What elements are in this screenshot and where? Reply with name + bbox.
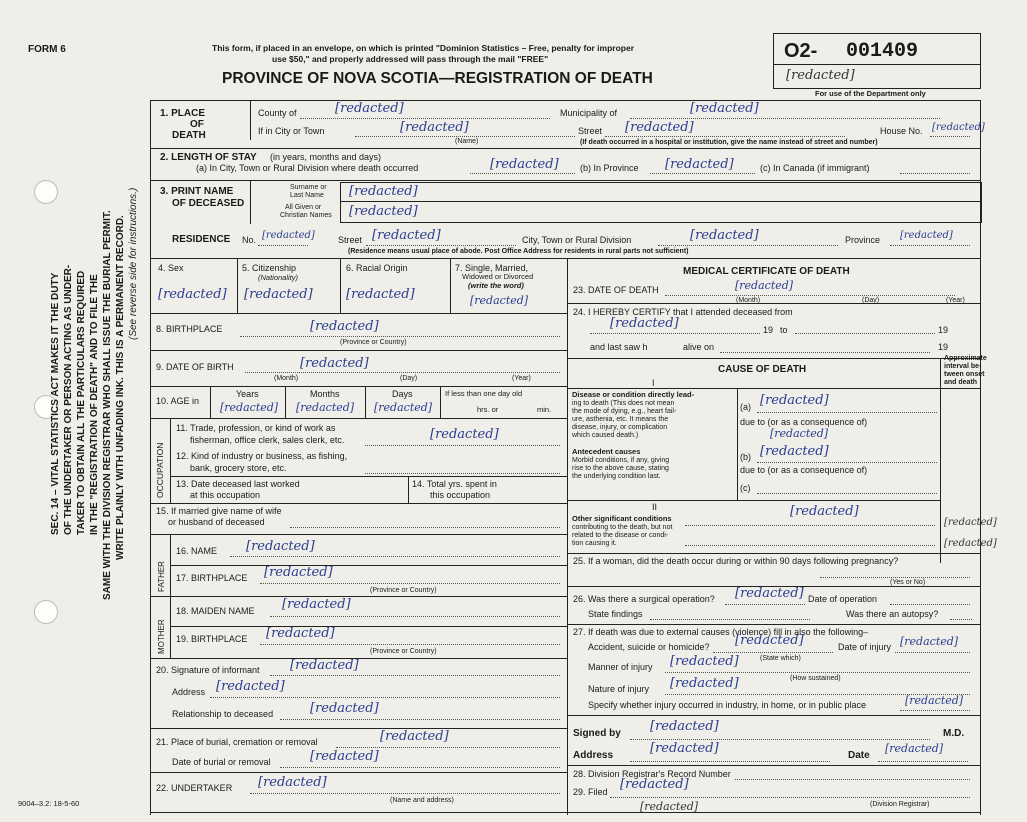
mail-notice: This form, if placed in an envelope, on which is printed "Dominion Statistics – Free, penalty for improper — [212, 43, 635, 53]
nature-of-injury-field[interactable]: [redacted] — [670, 676, 739, 691]
mother-maiden-name-field[interactable]: [redacted] — [282, 597, 351, 612]
antecedent-desc: the underlying condition last. — [572, 473, 661, 480]
punch-hole — [34, 600, 58, 624]
marital-status-label: 7. Single, Married, — [455, 263, 529, 273]
trade-label: 11. Trade, profession, or kind of work as — [176, 423, 336, 433]
cause-c-label: (c) — [740, 483, 751, 493]
md-label: M.D. — [943, 728, 965, 739]
disease-label: Disease or condition directly lead- — [572, 390, 695, 399]
cause-a-continued-field[interactable]: [redacted] — [770, 427, 829, 440]
minutes-label: min. — [537, 405, 552, 414]
antecedent-desc: rise to the above cause, stating — [572, 465, 669, 472]
attended-field[interactable]: [redacted] — [610, 316, 679, 331]
residence-no-field[interactable]: [redacted] — [262, 230, 315, 241]
place-of-death-label: OF — [190, 119, 204, 130]
cause-b-label: (b) — [740, 452, 751, 462]
sex-field[interactable]: [redacted] — [158, 287, 227, 302]
side-instruction: SAME WITH THE DIVISION REGISTRAR WHO SHALL ISSUE THE BURIAL PERMIT. — [102, 210, 113, 600]
cause-b-field[interactable]: [redacted] — [760, 444, 829, 459]
due-to-label: due to (or as a consequence of) — [740, 417, 868, 427]
interval-code-2[interactable]: [redacted] — [944, 538, 997, 549]
alive-on-label: alive on — [683, 342, 715, 352]
date-of-birth-label: 9. DATE OF BIRTH — [156, 362, 234, 372]
mother-birthplace-label: 19. BIRTHPLACE — [176, 634, 248, 644]
other-conditions-field[interactable]: [redacted] — [790, 504, 859, 519]
findings-label: State findings — [588, 609, 643, 619]
name-sublabel: (Name) — [455, 138, 479, 145]
filed-field[interactable]: [redacted] — [620, 777, 689, 792]
filed-label: 29. Filed — [573, 787, 608, 797]
other-conditions-desc: tion causing it. — [572, 540, 617, 547]
nature-of-injury-label: Nature of injury — [588, 684, 650, 694]
undertaker-field[interactable]: [redacted] — [258, 775, 327, 790]
total-years-label: 14. Total yrs. spent in — [412, 479, 497, 489]
disease-desc: which caused death.) — [572, 432, 639, 439]
surname-value: [redacted] — [349, 184, 418, 199]
department-number: [redacted] — [786, 68, 855, 83]
surname-field[interactable] — [340, 182, 982, 202]
side-instruction: SEC. 14 – VITAL STATISTICS ACT MAKES IT THE DUTY — [50, 272, 61, 535]
last-saw-label: and last saw h — [590, 342, 648, 352]
medical-certificate-title: MEDICAL CERTIFICATE OF DEATH — [683, 266, 850, 277]
print-name-label: 3. PRINT NAME — [160, 186, 234, 197]
month-sublabel: (Month) — [736, 297, 761, 304]
burial-place-label: 21. Place of burial, cremation or removal — [156, 737, 318, 747]
physician-address-field[interactable]: [redacted] — [650, 741, 719, 756]
registrar-record-label: 28. Division Registrar's Record Number — [573, 769, 731, 779]
manner-of-injury-field[interactable]: [redacted] — [670, 654, 739, 669]
month-sublabel: (Month) — [274, 375, 299, 382]
year-prefix: 19 — [938, 342, 949, 352]
autopsy-label: Was there an autopsy? — [846, 609, 939, 619]
given-names-label: Christian Names — [280, 212, 332, 219]
stay-province-field[interactable]: [redacted] — [665, 157, 734, 172]
disease-desc: disease, injury, or complication — [572, 424, 668, 431]
racial-origin-field[interactable]: [redacted] — [346, 287, 415, 302]
years-label: Years — [236, 389, 259, 399]
department-note: For use of the Department only — [815, 89, 926, 98]
certificate-date-label: Date — [848, 750, 870, 761]
name-address-sublabel: (Name and address) — [390, 797, 454, 804]
mother-maiden-name-label: 18. MAIDEN NAME — [176, 606, 255, 616]
accident-label: Accident, suicide or homicide? — [588, 642, 710, 652]
house-field[interactable]: [redacted] — [932, 122, 985, 133]
sex-label: 4. Sex — [158, 263, 184, 273]
pregnancy-question: 25. If a woman, did the death occur during or within 90 days following pregnancy? — [573, 556, 899, 566]
disease-desc: the mode of dying, e.g., heart fail- — [572, 408, 677, 415]
father-label: FATHER — [157, 561, 166, 592]
disease-desc: ing to death (This does not mean — [572, 400, 675, 407]
stay-province-label: (b) In Province — [580, 163, 639, 173]
registration-prefix: O2- — [784, 40, 818, 62]
age-months-field[interactable]: [redacted] — [296, 401, 355, 414]
spouse-label: or husband of deceased — [168, 517, 265, 527]
city-label: If in City or Town — [258, 126, 325, 136]
given-names-field[interactable] — [340, 201, 982, 223]
father-name-field[interactable]: [redacted] — [246, 539, 315, 554]
place-of-death-label: DEATH — [172, 130, 206, 141]
province-country-sublabel: (Province or Country) — [370, 648, 437, 655]
municipality-label: Municipality of — [560, 108, 618, 118]
place-of-death-label: 1. PLACE — [160, 108, 206, 119]
county-field[interactable]: [redacted] — [335, 101, 404, 116]
street-field[interactable]: [redacted] — [625, 120, 694, 135]
other-conditions-desc: related to the disease or condi- — [572, 532, 669, 539]
trade-field[interactable]: [redacted] — [430, 427, 499, 442]
antecedent-label: Antecedent causes — [572, 447, 641, 456]
age-label: 10. AGE in — [156, 396, 200, 406]
registrar-name-field[interactable]: [redacted] — [640, 800, 699, 813]
relationship-field[interactable]: [redacted] — [310, 701, 379, 716]
province-country-sublabel: (Province or Country) — [340, 339, 407, 346]
operation-date-label: Date of operation — [808, 594, 878, 604]
form-code-footer: 9004–3.2: 18-5-60 — [18, 799, 80, 808]
date-of-injury-label: Date of injury — [838, 642, 892, 652]
residence-city-label: City, Town or Rural Division — [522, 235, 632, 245]
accident-field[interactable]: [redacted] — [735, 633, 804, 648]
birthplace-field[interactable]: [redacted] — [310, 319, 379, 334]
cause-a-field[interactable]: [redacted] — [760, 393, 829, 408]
physician-address-label: Address — [573, 750, 614, 761]
cause-of-death-title: CAUSE OF DEATH — [718, 364, 807, 375]
side-instruction: TAKER TO OBTAIN ALL THE PARTICULARS REQUIRED — [76, 270, 87, 535]
certificate-date-field[interactable]: [redacted] — [885, 742, 944, 755]
marital-status-label: Widowed or Divorced — [462, 272, 534, 281]
racial-origin-label: 6. Racial Origin — [346, 263, 408, 273]
date-of-birth-field[interactable]: [redacted] — [300, 356, 369, 371]
cause-a-label: (a) — [740, 402, 751, 412]
industry-label: 12. Kind of industry or business, as fishing, — [176, 451, 348, 461]
injury-location-label: Specify whether injury occurred in industry, in home, or in public place — [588, 700, 866, 710]
form-number: FORM 6 — [28, 44, 66, 55]
other-conditions-desc: contributing to the death, but not — [572, 524, 673, 531]
last-worked-label: at this occupation — [190, 490, 261, 500]
residence-street-field[interactable]: [redacted] — [372, 228, 441, 243]
day-sublabel: (Day) — [862, 297, 880, 304]
antecedent-desc: Morbid conditions, if any, giving — [572, 457, 670, 464]
interval-code-1[interactable]: [redacted] — [944, 517, 997, 528]
state-which-sublabel: (State which) — [760, 655, 801, 662]
year-prefix: 19 — [763, 325, 774, 335]
trade-label: fisherman, office clerk, sales clerk, etc. — [190, 435, 345, 445]
side-instruction: (See reverse side for instructions.) — [128, 187, 139, 340]
total-years-label: this occupation — [430, 490, 491, 500]
surname-label: Last Name — [290, 192, 324, 199]
side-instruction: IN THE "REGISTRATION OF DEATH" AND TO FILE THE — [89, 274, 100, 535]
birthplace-label: 8. BIRTHPLACE — [156, 324, 223, 334]
residence-note: (Residence means usual place of abode. Post Office Address for residents in rural parts not sufficient) — [348, 248, 689, 255]
informant-address-label: Address — [172, 687, 206, 697]
municipality-field[interactable]: [redacted] — [690, 101, 759, 116]
less-than-day-label: If less than one day old — [445, 389, 523, 398]
marital-status-label: (write the word) — [468, 281, 524, 290]
other-conditions-label: Other significant conditions — [572, 514, 672, 523]
length-of-stay-label: 2. LENGTH OF STAY — [160, 152, 257, 163]
county-label: County of — [258, 108, 297, 118]
manner-of-injury-label: Manner of injury — [588, 662, 653, 672]
residence-province-field[interactable]: [redacted] — [900, 230, 953, 241]
signed-by-label: Signed by — [573, 728, 621, 739]
year-sublabel: (Year) — [946, 297, 965, 304]
interval-header: and death — [944, 379, 978, 386]
form-title: PROVINCE OF NOVA SCOTIA—REGISTRATION OF DEATH — [222, 70, 653, 87]
relationship-label: Relationship to deceased — [172, 709, 274, 719]
injury-location-field[interactable]: [redacted] — [905, 694, 964, 707]
months-label: Months — [310, 389, 340, 399]
industry-label: bank, grocery store, etc. — [190, 463, 287, 473]
informant-signature-field[interactable]: [redacted] — [290, 658, 359, 673]
residence-no-label: No. — [242, 235, 257, 245]
external-causes-label: 27. If death was due to external causes (violence) fill in also the following– — [573, 627, 869, 637]
informant-label: 20. Signature of informant — [156, 665, 260, 675]
surgical-operation-field[interactable]: [redacted] — [735, 586, 804, 601]
citizenship-label: 5. Citizenship — [242, 263, 297, 273]
interval-header: tween onset — [944, 371, 985, 378]
father-birthplace-field[interactable]: [redacted] — [264, 565, 333, 580]
burial-date-field[interactable]: [redacted] — [310, 749, 379, 764]
marital-status-field[interactable]: [redacted] — [470, 294, 529, 307]
interval-header: Approximate — [944, 355, 987, 362]
undertaker-label: 22. UNDERTAKER — [156, 783, 233, 793]
stay-city-field[interactable]: [redacted] — [490, 157, 559, 172]
citizenship-sublabel: (Nationality) — [258, 273, 299, 282]
residence-city-field[interactable]: [redacted] — [690, 228, 759, 243]
residence-province-label: Province — [845, 235, 881, 245]
disease-desc: ure, asthenia, etc. It means the — [572, 416, 669, 423]
street-label: Street — [578, 126, 603, 136]
mother-label: MOTHER — [157, 619, 166, 654]
occupation-label: OCCUPATION — [155, 442, 165, 498]
registration-number: 001409 — [846, 40, 919, 63]
age-years-field[interactable]: [redacted] — [220, 401, 279, 414]
burial-place-field[interactable]: [redacted] — [380, 729, 449, 744]
hospital-note: (If death occurred in a hospital or institution, give the name instead of street and number) — [580, 139, 878, 146]
year-prefix: 19 — [938, 325, 949, 335]
given-names-value: [redacted] — [349, 204, 418, 219]
injury-date-field[interactable]: [redacted] — [900, 635, 959, 648]
side-instruction: WRITE PLAINLY WITH UNFADING INK. THIS IS A PERMANENT RECORD. — [115, 215, 126, 560]
physician-signature-field[interactable]: [redacted] — [650, 719, 719, 734]
burial-date-label: Date of burial or removal — [172, 757, 271, 767]
spouse-label: 15. If married give name of wife — [156, 506, 282, 516]
part-one-label: I — [652, 378, 655, 388]
last-worked-label: 13. Date deceased last worked — [176, 479, 300, 489]
punch-hole — [34, 180, 58, 204]
residence-label: RESIDENCE — [172, 234, 231, 245]
division-registrar-sublabel: (Division Registrar) — [870, 801, 930, 808]
province-country-sublabel: (Province or Country) — [370, 587, 437, 594]
day-sublabel: (Day) — [400, 375, 418, 382]
how-sustained-sublabel: (How sustained) — [790, 675, 841, 682]
date-of-death-field[interactable]: [redacted] — [735, 279, 794, 292]
stay-canada-label: (c) In Canada (if immigrant) — [760, 163, 870, 173]
given-names-label: All Given or — [285, 204, 322, 211]
house-label: House No. — [880, 126, 923, 136]
length-of-stay-sublabel: (in years, months and days) — [270, 152, 382, 162]
yes-no-sublabel: (Yes or No) — [890, 579, 926, 586]
due-to-label: due to (or as a consequence of) — [740, 465, 868, 475]
side-instruction: OF THE UNDERTAKER OR PERSON ACTING AS UNDER- — [63, 264, 74, 535]
date-of-death-label: 23. DATE OF DEATH — [573, 285, 659, 295]
stay-city-label: (a) In City, Town or Rural Division where death occurred — [196, 163, 419, 173]
city-field[interactable]: [redacted] — [400, 120, 469, 135]
hours-label: hrs. or — [477, 405, 499, 414]
father-name-label: 16. NAME — [176, 546, 218, 556]
days-label: Days — [392, 389, 413, 399]
father-birthplace-label: 17. BIRTHPLACE — [176, 573, 248, 583]
mail-notice: use $50," and properly addressed will pass through the mail "FREE" — [272, 54, 549, 64]
surgical-operation-question: 26. Was there a surgical operation? — [573, 594, 715, 604]
part-two-label: II — [652, 502, 658, 512]
print-name-label: OF DECEASED — [172, 198, 245, 209]
mother-birthplace-field[interactable]: [redacted] — [266, 626, 335, 641]
year-sublabel: (Year) — [512, 375, 531, 382]
age-days-field[interactable]: [redacted] — [374, 401, 433, 414]
to-label: to — [780, 325, 788, 335]
citizenship-field[interactable]: [redacted] — [244, 287, 313, 302]
certify-label: 24. I HEREBY CERTIFY that I attended deceased from — [573, 307, 793, 317]
surname-label: Surname or — [290, 184, 327, 191]
residence-street-label: Street — [338, 235, 363, 245]
registration-number-box — [773, 33, 981, 89]
interval-header: interval be- — [944, 363, 982, 370]
informant-address-field[interactable]: [redacted] — [216, 679, 285, 694]
